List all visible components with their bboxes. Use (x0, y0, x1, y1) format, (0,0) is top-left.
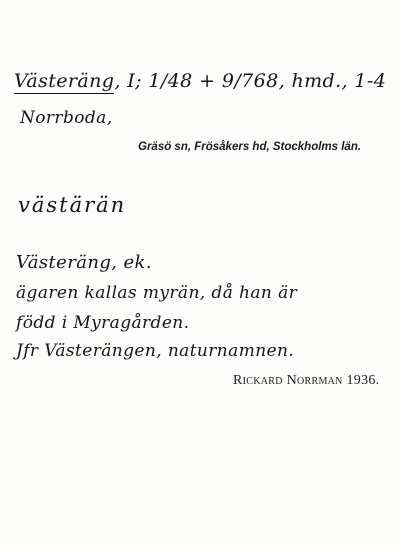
location-stamp: Gräsö sn, Frösåkers hd, Stockholms län. (138, 141, 362, 153)
phonetic-transcription: västärän (18, 193, 127, 217)
body-line-1: Västeräng, ek. (16, 252, 152, 273)
headword-line (14, 70, 386, 92)
signature: Rickard Norrman 1936. (233, 373, 380, 388)
body-line-4: Jfr Västerängen, naturnamnen. (16, 341, 295, 361)
body-line-2: ägaren kallas myrän, då han är (16, 283, 298, 303)
source-reference: , I; 1/48 + 9/768, hmd., 1-4 (114, 70, 387, 92)
body-line-3: född i Myragården. (16, 313, 190, 333)
headword: Västeräng (14, 70, 115, 92)
sub-location: Norrboda, (20, 108, 113, 128)
